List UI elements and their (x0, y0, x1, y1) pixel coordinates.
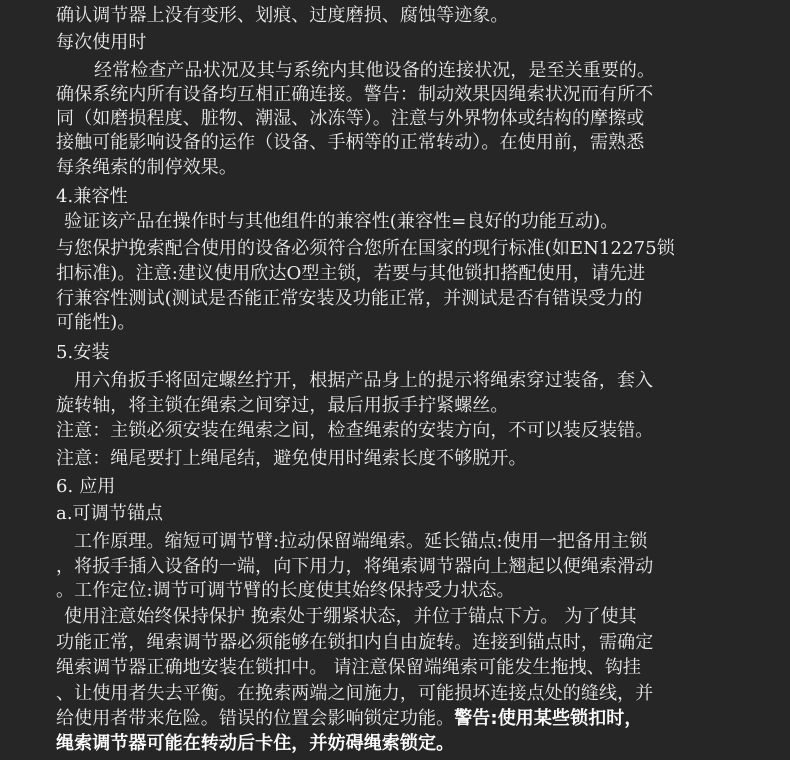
paragraph-line: 功能正常，绳索调节器必须能够在锁扣内自由旋转。连接到锚点时，需确定 (56, 632, 654, 653)
paragraph-line: 验证该产品在操作时与其他组件的兼容性(兼容性=良好的功能互动)。 (64, 211, 619, 232)
paragraph-line: 行兼容性测试(测试是否能正常安装及功能正常，并测试是否有错误受力的 (56, 288, 643, 309)
paragraph-line: 每条绳索的制停效果。 (56, 157, 237, 178)
paragraph-line: 工作原理。缩短可调节臂:拉动保留端绳索。延长锚点:使用一把备用主锁 (74, 531, 648, 552)
warning-text: 绳索调节器可能在转动后卡住，并妨碍绳索锁定。 (56, 733, 455, 754)
paragraph-line: 扣标准)。注意:建议使用欣达O型主锁，若要与其他锁扣搭配使用，请先进 (56, 263, 646, 284)
section-heading: 每次使用时 (56, 32, 147, 53)
warning-text: 警告:使用某些锁扣时， (454, 708, 643, 729)
paragraph-line: 可能性)。 (56, 312, 136, 333)
paragraph-line: 。工作定位:调节可调节臂的长度使其始终保持受力状态。 (56, 580, 515, 601)
note-line: 注意：绳尾要打上绳尾结，避免使用时绳索长度不够脱开。 (56, 448, 527, 469)
note-line: 注意：主锁必须安装在绳索之间，检查绳索的安装方向，不可以装反装错。 (56, 420, 654, 441)
paragraph-line: 确保系统内所有设备均互相正确连接。警告：制动效果因绳索状况而有所不 (56, 84, 654, 105)
text-line: 确认调节器上没有变形、划痕、过度磨损、腐蚀等迹象。 (56, 5, 509, 26)
paragraph-line: 绳索调节器正确地安装在锁扣中。 请注意保留端绳索可能发生拖拽、钩挂 (56, 657, 642, 678)
paragraph-line: 、让使用者失去平衡。在挽索两端之间施力，可能损坏连接点处的缝线，并 (56, 683, 654, 704)
paragraph-line: 使用注意始终保持保护 挽索处于绷紧状态，并位于锚点下方。 为了使其 (64, 606, 637, 627)
paragraph-text: 给使用者带来危险。错误的位置会影响锁定功能。 (56, 708, 455, 729)
section-heading: 6. 应用 (56, 476, 116, 497)
paragraph-line: ，将扳手插入设备的一端，向下用力，将绳索调节器向上翘起以便绳索滑动 (56, 556, 654, 577)
section-heading: 4.兼容性 (56, 186, 128, 207)
paragraph-line: 经常检查产品状况及其与系统内其他设备的连接状况，是至关重要的。 (94, 60, 656, 81)
paragraph-line (56, 707, 643, 731)
paragraph-line: 与您保护挽索配合使用的设备必须符合您所在国家的现行标准(如EN12275锁 (56, 238, 675, 259)
paragraph-line: 用六角扳手将固定螺丝拧开，根据产品身上的提示将绳索穿过装备，套入 (74, 370, 654, 391)
paragraph-line: 接触可能影响设备的运作（设备、手柄等的正常转动）。在使用前，需熟悉 (56, 132, 645, 153)
paragraph-line: 同（如磨损程度、脏物、潮湿、冰冻等）。注意与外界物体或结构的摩擦或 (56, 108, 645, 129)
subsection-heading: a.可调节锚点 (56, 503, 164, 524)
paragraph-line: 旋转轴，将主锁在绳索之间穿过，最后用扳手拧紧螺丝。 (56, 395, 509, 416)
section-heading: 5.安装 (56, 342, 110, 363)
